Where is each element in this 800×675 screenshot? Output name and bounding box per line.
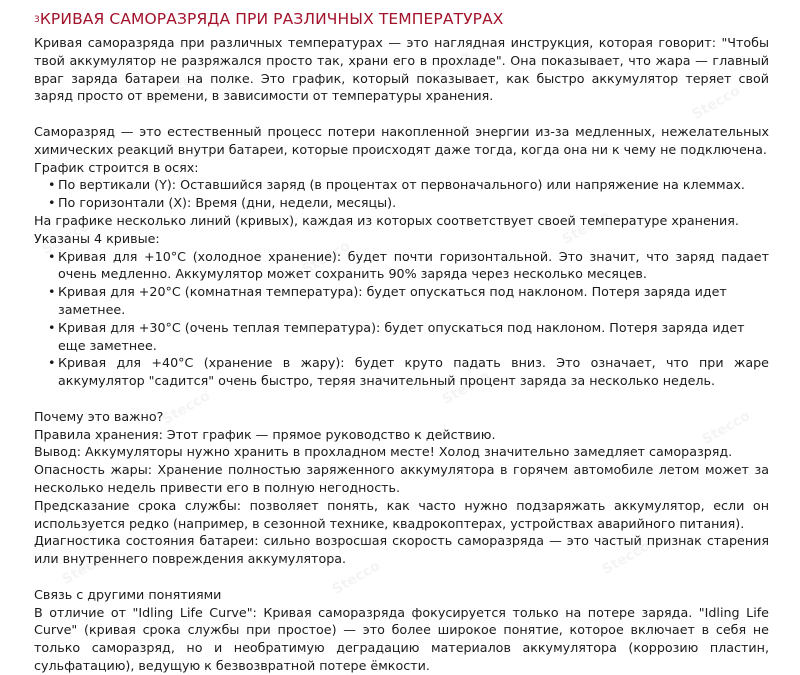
bullet-icon: •: [48, 248, 56, 264]
intro-paragraph: Кривая саморазряда при различных температурах — это наглядная инструкция, которая говорит: "Чтобы твой аккумулятор не разряжался просто так, храни его в прохладе". Она показывает, что жара — главный враг заряда батареи на полке. Это график, который показывает, как быстро аккумулятор теряет свой заряд просто от времени, в зависимости от температуры хранения.: [34, 35, 769, 104]
lines-note: На графике несколько линий (кривых), каждая из которых соответствует своей температуре хранения.: [34, 212, 739, 228]
why-item-life-prediction: Предсказание срока службы: позволяет понять, как часто нужно подзаряжать аккумулятор, если он используется редко (например, в сезонной технике, квадрокоптерах, устройствах аварийного питания).: [34, 497, 769, 531]
paragraph-gap: [34, 390, 769, 408]
curves-heading: Указаны 4 кривые:: [34, 230, 160, 246]
curve-item-20: • Кривая для +20°C (комнатная температура): будет опускаться под наклоном. Потеря заряда идет заметнее.: [48, 284, 727, 317]
curve-item-30: • Кривая для +30°C (очень теплая температура): будет опускаться под наклоном. Потеря заряда идет еще заметнее.: [48, 319, 745, 353]
why-item-diagnostics: Диагностика состояния батареи: сильно возросшая скорость саморазряда — это частый признак старения или внутреннего повреждения аккумулятора.: [34, 533, 769, 567]
section-title: [34, 8, 769, 30]
curve-item-10: • Кривая для +10°C (холодное хранение): будет почти горизонтальной. Это значит, что заряд падает очень медленно. Аккумулятор может сохранить 90% заряда через несколько месяцев.: [48, 248, 769, 282]
bullet-icon: •: [48, 177, 56, 193]
paragraph-gap: [34, 568, 769, 586]
why-item-conclusion: Вывод: Аккумуляторы нужно хранить в прохладном месте! Холод значительно замедляет саморазряд.: [34, 444, 733, 460]
axis-item-y: • По вертикали (Y): Оставшийся заряд (в процентах от первоначального) или напряжение на клеммах.: [48, 177, 745, 193]
bullet-icon: •: [48, 284, 56, 300]
bullet-icon: •: [48, 195, 56, 211]
relation-paragraph: В отличие от "Idling Life Curve": Кривая саморазряда фокусируется только на потере заряда. "Idling Life Curve" (кривая срока службы при простое) — это более широкое понятие, которое включает в себя не только саморазряд, но и необратимую деградацию материалов аккумулятора (коррозию пластин, сульфатацию), ведущую к безвозвратной потере ёмкости.: [34, 604, 769, 673]
relation-heading: Связь с другими понятиями: [34, 586, 222, 602]
section-number: 3: [34, 15, 40, 25]
why-item-heat-danger: Опасность жары: Хранение полностью заряженного аккумулятора в горячем автомобиле летом может за несколько недель привести его в полную негодность.: [34, 462, 769, 495]
why-item-rules: Правила хранения: Этот график — прямое руководство к действию.: [34, 426, 496, 442]
curve-item-40: • Кривая для +40°C (хранение в жару): будет круто падать вниз. Это означает, что при жаре аккумулятор "садится" очень быстро, теряя значительный процент заряда за несколько недель.: [48, 355, 769, 389]
why-heading: Почему это важно?: [34, 408, 164, 424]
definition-paragraph: Саморазряд — это естественный процесс потери накопленной энергии из-за медленных, нежелательных химических реакций внутри батареи, которые происходят даже тогда, когда она ни к чему не подключена.: [34, 123, 769, 157]
bullet-icon: •: [48, 319, 56, 335]
paragraph-gap: [34, 105, 769, 123]
bullet-icon: •: [48, 355, 56, 371]
section-title-text: КРИВАЯ САМОРАЗРЯДА ПРИ РАЗЛИЧНЫХ ТЕМПЕРАТУРАХ: [39, 10, 504, 28]
axes-heading: График строится в осях:: [34, 159, 199, 175]
axis-item-x: • По горизонтали (X): Время (дни, недели, месяцы).: [48, 195, 397, 211]
